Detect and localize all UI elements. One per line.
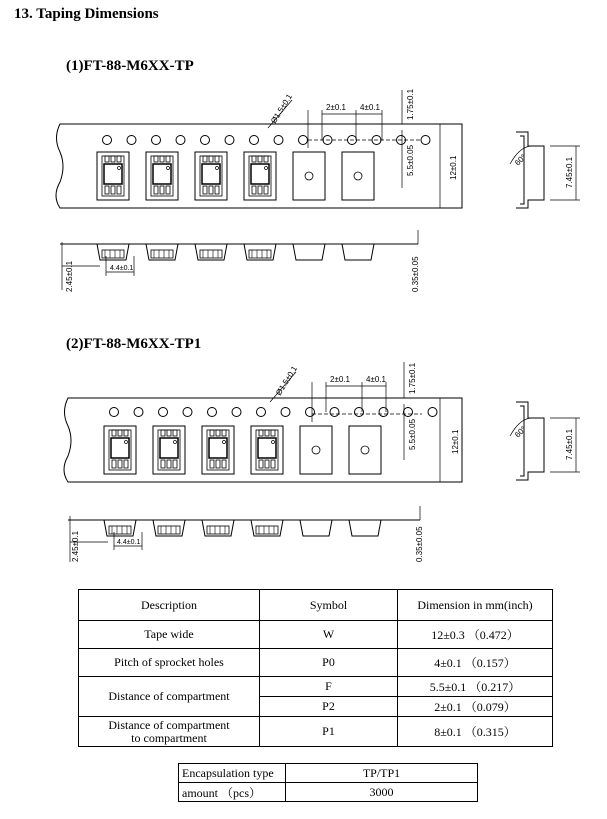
row-desc: Pitch of sprocket holes — [79, 649, 260, 677]
dim-edge: 1.75±0.1 — [406, 88, 415, 120]
sprocket-hole — [379, 408, 388, 417]
header-dimension: Dimension in mm(inch) — [398, 590, 553, 621]
table-row — [79, 621, 553, 649]
dimension-table — [78, 589, 553, 747]
pocket — [300, 426, 332, 474]
pocket-profile — [97, 244, 129, 260]
pocket — [146, 152, 178, 200]
row-dim: 4±0.1 （0.157） — [398, 649, 553, 677]
tape-side-profile — [68, 506, 420, 562]
dim-pocket-w: 4.4±0.1 — [110, 265, 134, 272]
row-sym: P2 — [260, 697, 398, 717]
section-title: 13. Taping Dimensions — [14, 6, 159, 22]
table-row — [179, 783, 478, 802]
pocket-profile — [244, 244, 276, 260]
sprocket-hole — [183, 408, 192, 417]
table-row — [79, 649, 553, 677]
table-row — [179, 764, 478, 783]
dim-reel-w: 7.45±0.1 — [565, 156, 574, 188]
pockets — [104, 426, 381, 474]
sprocket-hole — [134, 408, 143, 417]
row-sym: F — [260, 677, 398, 697]
row-desc-line-1: Distance of compartment — [108, 717, 230, 732]
encapsulation-table — [178, 763, 478, 802]
row-dim: 2±0.1 （0.079） — [398, 697, 553, 717]
header-symbol: Symbol — [260, 590, 398, 621]
sprocket-hole — [428, 408, 437, 417]
tape-drawing-1 — [0, 80, 607, 300]
row-dim: 5.5±0.1 （0.217） — [398, 677, 553, 697]
pocket — [202, 426, 234, 474]
dim-angle: 60° — [513, 424, 528, 440]
row-sym: P0 — [260, 649, 398, 677]
pocket — [195, 152, 227, 200]
pocket-profile — [104, 520, 136, 536]
dim-height: 2.45±0.1 — [71, 530, 80, 562]
dim-p0: 4±0.1 — [360, 103, 380, 112]
sprocket-hole — [306, 408, 315, 417]
pocket — [104, 426, 136, 474]
dim-f: 5.5±0.05 — [406, 144, 415, 176]
sprocket-hole — [110, 408, 119, 417]
dim-hole-dia: Ø1.5±0.1 — [269, 92, 295, 126]
sprocket-hole — [330, 408, 339, 417]
sprocket-hole — [225, 136, 234, 145]
row-dim: 12±0.3 （0.472） — [398, 621, 553, 649]
sprocket-hole — [299, 136, 308, 145]
sprocket-hole — [232, 408, 241, 417]
sprocket-hole — [127, 136, 136, 145]
sprocket-hole — [159, 408, 168, 417]
row-sym: P1 — [260, 717, 398, 747]
pocket — [251, 426, 283, 474]
pocket-profile — [251, 520, 283, 536]
variant-1-title: (1)FT-88-M6XX-TP — [66, 58, 194, 74]
table-row — [79, 677, 553, 697]
encapsulation-type-label: Encapsulation type — [179, 764, 286, 783]
dim-w: 12±0.1 — [449, 155, 458, 180]
dim-f: 5.5±0.05 — [408, 418, 417, 450]
dim-pocket-w: 4.4±0.1 — [117, 539, 141, 546]
sprocket-hole — [404, 408, 413, 417]
dim-height: 2.45±0.1 — [65, 260, 74, 292]
sprocket-hole — [208, 408, 217, 417]
tape-drawing-2 — [0, 356, 607, 576]
sprocket-hole — [421, 136, 430, 145]
tape-side-profile — [60, 230, 418, 290]
row-desc-line-2: to compartment — [131, 730, 207, 745]
dim-hole-dia: Ø1.5±0.1 — [274, 364, 300, 398]
pocket-profile — [300, 520, 332, 536]
dim-edge: 1.75±0.1 — [408, 362, 417, 394]
amount-label: amount （pcs） — [179, 783, 286, 802]
row-desc: Tape wide — [79, 621, 260, 649]
table-row — [79, 717, 553, 747]
pocket — [342, 152, 374, 200]
pocket-profile — [349, 520, 381, 536]
tape-top-view — [56, 124, 462, 208]
variant-2-title: (2)FT-88-M6XX-TP1 — [66, 336, 202, 352]
pockets — [97, 152, 374, 200]
dim-angle: 60° — [513, 152, 528, 168]
sprocket-hole — [257, 408, 266, 417]
sprocket-hole — [201, 136, 210, 145]
amount-value: 3000 — [286, 783, 478, 802]
sprocket-hole — [250, 136, 259, 145]
pocket-profile — [342, 244, 374, 260]
tape-top-view — [64, 398, 462, 482]
pocket-profile — [202, 520, 234, 536]
pocket — [97, 152, 129, 200]
dim-thickness: 0.35±0.05 — [411, 256, 420, 292]
dim-p0: 4±0.1 — [366, 375, 386, 384]
pocket — [244, 152, 276, 200]
row-desc — [79, 717, 260, 747]
sprocket-hole — [274, 136, 283, 145]
sprocket-hole — [152, 136, 161, 145]
pocket-profile — [195, 244, 227, 260]
row-sym: W — [260, 621, 398, 649]
pocket — [293, 152, 325, 200]
header-description: Description — [79, 590, 260, 621]
dim-w: 12±0.1 — [451, 429, 460, 454]
sprocket-hole — [103, 136, 112, 145]
table-header-row — [79, 590, 553, 621]
row-desc: Distance of compartment — [79, 677, 260, 717]
dim-p2: 2±0.1 — [330, 375, 350, 384]
pocket — [349, 426, 381, 474]
row-dim: 8±0.1 （0.315） — [398, 717, 553, 747]
dim-reel-w: 7.45±0.1 — [565, 428, 574, 460]
sprocket-hole — [176, 136, 185, 145]
dim-thickness: 0.35±0.05 — [415, 526, 424, 562]
dim-p2: 2±0.1 — [326, 103, 346, 112]
pocket — [153, 426, 185, 474]
sprocket-holes — [110, 408, 438, 417]
encapsulation-type-value: TP/TP1 — [286, 764, 478, 783]
pocket-profile — [293, 244, 325, 260]
pocket-profile — [146, 244, 178, 260]
pocket-profile — [153, 520, 185, 536]
sprocket-hole — [281, 408, 290, 417]
